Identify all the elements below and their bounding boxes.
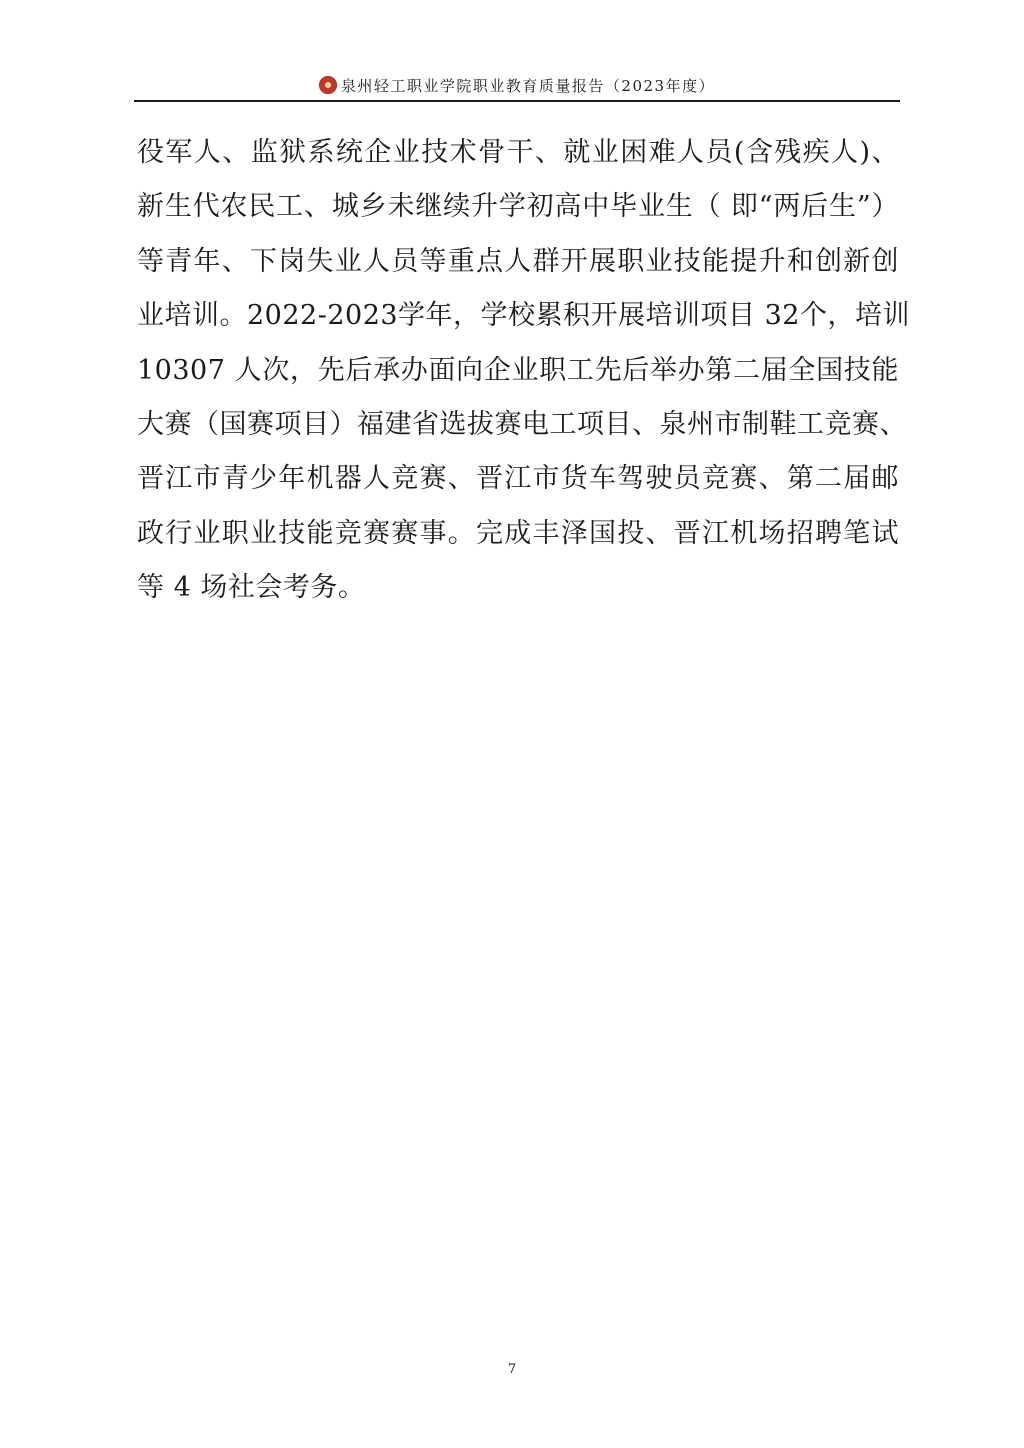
paragraph-line: 10307 人次，先后承办面向企业职工先后举办第二届全国技能 [137,354,899,386]
paragraph-line: 等青年、下岗失业人员等重点人群开展职业技能提升和创新创 [137,245,899,277]
paragraph-line: 大赛（国赛项目）福建省选拔赛电工项目、泉州市制鞋工竞赛、 [137,408,907,440]
paragraph-line: 业培训。2022-2023学年，学校累积开展培训项目 32个，培训 [137,300,910,332]
page-header [134,72,900,102]
paragraph-line: 晋江市青少年机器人竞赛、晋江市货车驾驶员竞赛、第二届邮 [137,463,899,495]
paragraph-line: 役军人、监狱系统企业技术骨干、就业困难人员(含残疾人)、 [137,137,899,168]
paragraph-line: 等 4 场社会考务。 [137,572,366,604]
paragraph-line: 新生代农民工、城乡未继续升学初高中毕业生（ 即“两后生”） [137,191,899,223]
header-content [319,75,715,98]
page-number: 7 [507,1362,517,1377]
body-paragraph [137,126,910,616]
school-emblem-icon [319,76,337,94]
paragraph-line: 政行业职业技能竞赛赛事。完成丰泽国投、晋江机场招聘笔试 [137,517,899,549]
header-title: 泉州轻工职业学院职业教育质量报告（2023年度） [340,76,716,95]
